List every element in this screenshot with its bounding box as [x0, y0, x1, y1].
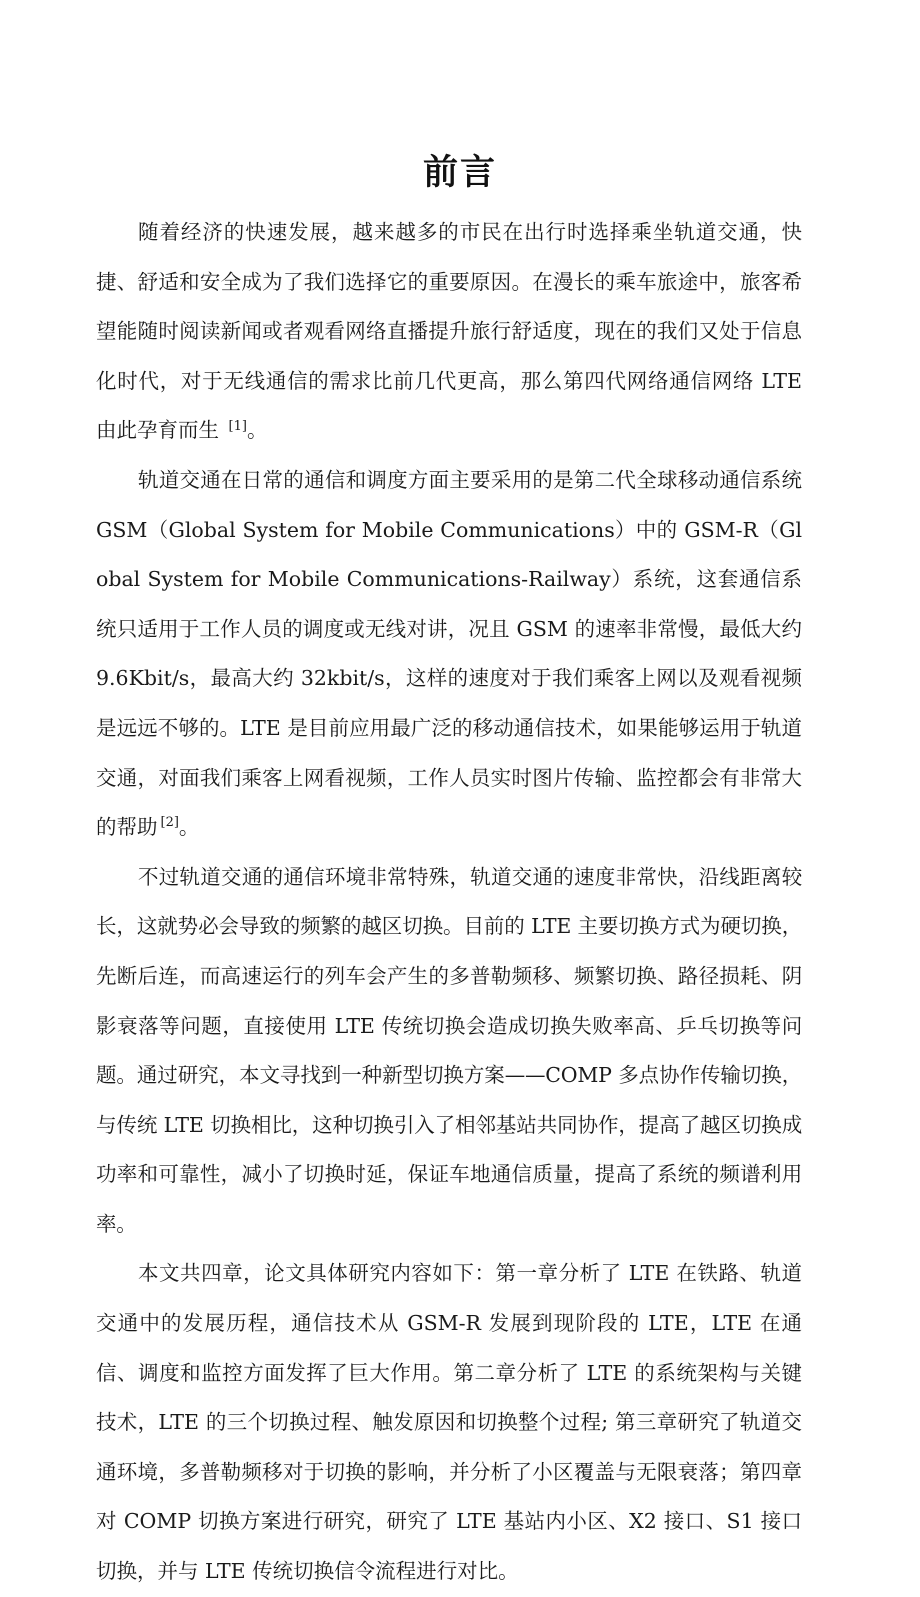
paragraph-1: [96, 208, 802, 456]
document-body: [96, 208, 802, 1597]
paragraph-3: 不过轨道交通的通信环境非常特殊，轨道交通的速度非常快，沿线距离较长，这就势必会导致的频繁的越区切换。目前的 LTE 主要切换方式为硬切换，先断后连，而高速运行的列车会产生的多普勒频移、频繁切换、路径损耗、阴影衰落等问题，直接使用 LTE 传统切换会造成切换失败率高、乒乓切换等问题。通过研究，本文寻找到一种新型切换方案——COMP 多点协作传输切换，与传统 LTE 切换相比，这种切换引入了相邻基站共同协作，提高了越区切换成功率和可靠性，减小了切换时延，保证车地通信质量，提高了系统的频谱利用率。: [96, 864, 802, 1236]
footnote-ref-2: [2]: [160, 815, 179, 831]
paragraph-2-tail: 。: [178, 815, 200, 840]
paragraph-4: 本文共四章，论文具体研究内容如下：第一章分析了 LTE 在铁路、轨道交通中的发展历程，通信技术从 GSM-R 发展到现阶段的 LTE，LTE 在通信、调度和监控方面发挥了巨大作用。第二章分析了 LTE 的系统架构与关键技术，LTE 的三个切换过程、触发原因和切换整个过程; 第三章研究了轨道交通环境，多普勒频移对于切换的影响，并分析了小区覆盖与无限衰落；第四章对 COMP 切换方案进行研究，研究了 LTE 基站内小区、X2 接口、S1 接口切换，并与 LTE 传统切换信令流程进行对比。: [96, 1261, 802, 1584]
paragraph-1-tail: 。: [246, 418, 268, 443]
paragraph-2-text: 轨道交通在日常的通信和调度方面主要采用的是第二代全球移动通信系统 GSM（Global System for Mobile Communications）中的 GSM-R（Global System for Mobile Communications-Railway）系统，这套通信系统只适用于工作人员的调度或无线对讲，况且 GSM 的速率非常慢，最低大约 9.6Kbit/s，最高大约 32kbit/s，这样的速度对于我们乘客上网以及观看视频是远远不够的。LTE 是目前应用最广泛的移动通信技术，如果能够运用于轨道交通，对面我们乘客上网看视频，工作人员实时图片传输、监控都会有非常大的帮助: [96, 467, 802, 840]
paragraph-1-text: 随着经济的快速发展，越来越多的市民在出行时选择乘坐轨道交通，快捷、舒适和安全成为了我们选择它的重要原因。在漫长的乘车旅途中，旅客希望能随时阅读新闻或者观看网络直播提升旅行舒适度，现在的我们又处于信息化时代，对于无线通信的需求比前几代更高，那么第四代网络通信网络 LTE 由此孕育而生: [96, 220, 802, 443]
paragraph-2: [96, 456, 802, 853]
footnote-ref-1: [1]: [228, 418, 247, 434]
page-title: 前言: [422, 152, 497, 194]
